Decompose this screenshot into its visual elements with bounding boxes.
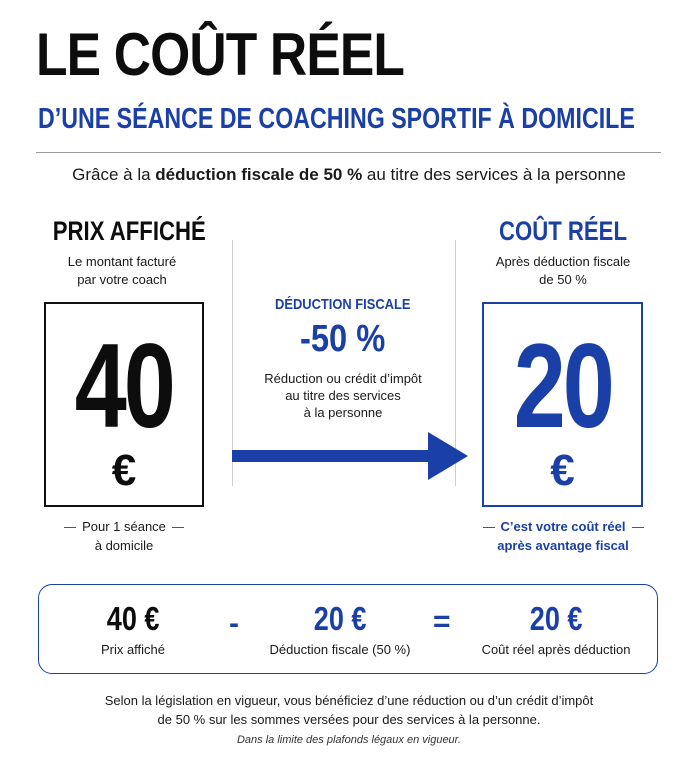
equals-sign: = — [433, 605, 451, 638]
dash-decoration — [64, 527, 76, 528]
cout-reel-currency: € — [550, 446, 575, 495]
prix-affiche-card — [44, 302, 204, 507]
dash-decoration — [632, 527, 644, 528]
prix-affiche-caption-line-1: Pour 1 séance — [82, 519, 166, 534]
legal-notice-line-2: de 50 % sur les sommes versées pour des services à la personne. — [157, 712, 541, 727]
legal-footnote: Dans la limite des plafonds légaux en vigueur. — [236, 734, 461, 746]
cout-reel-caption — [460, 517, 666, 555]
dash-decoration — [172, 527, 184, 528]
cout-reel-amount: 20 — [513, 319, 612, 453]
intro-text-before: Grâce à la — [72, 165, 156, 184]
prix-affiche-description-line-1: Le montant facturé — [67, 254, 177, 269]
deduction-description — [243, 370, 443, 421]
intro-text — [0, 165, 698, 185]
cout-reel-description-line-2: de 50 % — [539, 272, 587, 287]
summary-cout-reel-value: 20 € — [529, 600, 583, 637]
arrow-right-icon — [232, 432, 468, 480]
legal-notice-line-1: Selon la législation en vigueur, vous bénéficiez d’une réduction ou d’un crédit d’impôt — [104, 693, 594, 708]
summary-prix-value: 40 € — [106, 600, 160, 637]
cout-reel-description — [470, 253, 656, 289]
deduction-description-line-3: à la personne — [303, 405, 383, 420]
intro-text-after: au titre des services à la personne — [362, 165, 626, 184]
summary-cout-reel-label: Coût réel après déduction — [481, 642, 631, 657]
dash-decoration — [483, 527, 495, 528]
summary-equation-box — [38, 584, 658, 674]
intro-text-bold: déduction fiscale de 50 % — [155, 165, 363, 184]
cout-reel-caption-line-2: après avantage fiscal — [497, 538, 629, 553]
summary-deduction-label: Déduction fiscale (50 %) — [269, 642, 411, 657]
prix-affiche-heading: PRIX AFFICHÉ — [52, 216, 206, 246]
summary-prix-label: Prix affiché — [100, 642, 166, 657]
prix-affiche-currency: € — [111, 446, 137, 495]
deduction-label: DÉDUCTION FISCALE — [275, 296, 411, 313]
prix-affiche-caption — [36, 517, 212, 555]
deduction-description-line-1: Réduction ou crédit d’impôt — [264, 371, 422, 386]
deduction-percent: -50 % — [300, 318, 386, 360]
prix-affiche-amount: 40 — [75, 319, 173, 453]
cout-reel-caption-line-1: C’est votre coût réel — [500, 519, 626, 534]
summary-deduction-value: 20 € — [313, 600, 367, 637]
deduction-description-line-2: au titre des services — [285, 388, 401, 403]
page-title: LE COÛT RÉEL — [36, 21, 405, 88]
prix-affiche-description — [36, 253, 208, 289]
cout-reel-heading: COÛT RÉEL — [499, 216, 627, 246]
header-divider — [36, 152, 661, 153]
cout-reel-card — [482, 302, 643, 507]
page-subtitle: D’UNE SÉANCE DE COACHING SPORTIF À DOMICILE — [38, 103, 635, 135]
minus-sign: - — [229, 607, 239, 640]
cout-reel-description-line-1: Après déduction fiscale — [495, 254, 631, 269]
prix-affiche-description-line-2: par votre coach — [77, 272, 167, 287]
prix-affiche-caption-line-2: à domicile — [94, 538, 154, 553]
legal-notice — [0, 691, 698, 729]
